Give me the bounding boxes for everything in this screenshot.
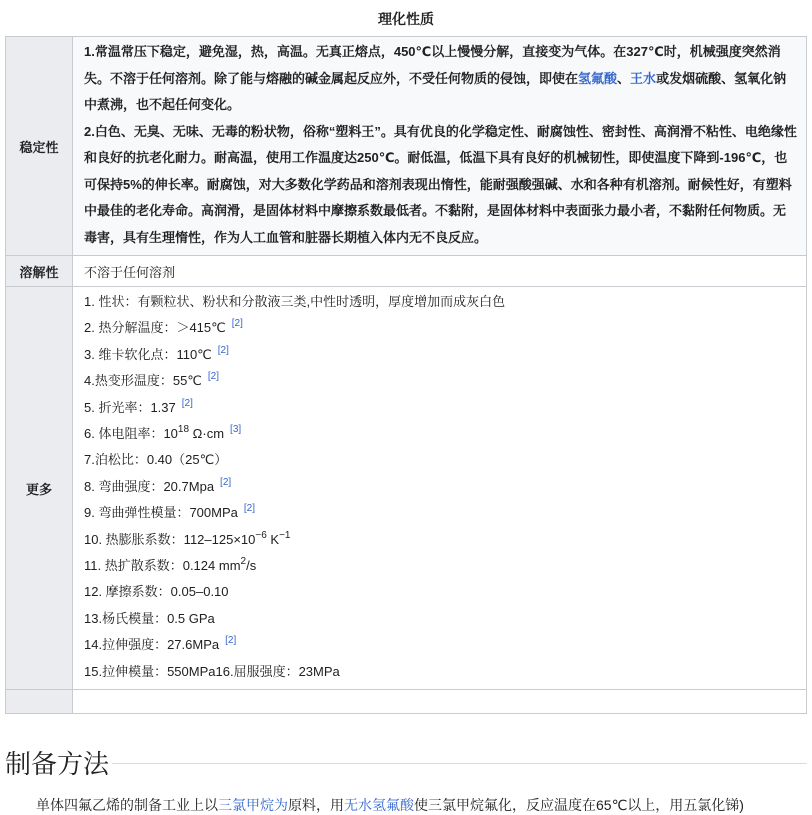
list-item	[84, 447, 806, 473]
item-text: 9. 弯曲弹性模量：700MPa	[84, 505, 238, 521]
item-text: /s	[246, 558, 257, 574]
row-key: 稳定性	[6, 37, 73, 256]
list-item	[84, 553, 806, 579]
list-item	[84, 632, 806, 658]
row-key: 更多	[6, 287, 73, 690]
superscript: −6	[255, 529, 267, 541]
reference-link[interactable]: [2]	[243, 503, 255, 515]
list-item	[84, 368, 806, 394]
table-row-stability	[6, 37, 807, 256]
item-text: 3. 维卡软化点：110℃	[84, 346, 212, 362]
text-span: 单体四氟乙烯的制备工业上以	[36, 797, 218, 813]
section-divider	[112, 763, 807, 764]
table-row-empty	[6, 690, 807, 714]
list-item	[84, 579, 806, 605]
link-anhydrous-hf[interactable]: 无水氢氟酸	[344, 797, 414, 813]
list-item	[84, 421, 806, 447]
list-item	[84, 289, 806, 315]
superscript: −1	[279, 529, 291, 541]
reference-link[interactable]: [3]	[230, 424, 242, 436]
table-row-solubility	[6, 256, 807, 287]
item-text: 1. 性状：有颗粒状、粉状和分散液三类,中性时透明，厚度增加而成灰白色	[84, 294, 506, 309]
row-key: 溶解性	[6, 256, 73, 287]
text-span: 或发烟硫酸、氢氧化钠中煮沸，也不起任何变化。	[84, 70, 787, 112]
row-value	[73, 287, 807, 690]
properties-table	[5, 36, 807, 714]
list-item	[84, 315, 806, 341]
row-key	[6, 690, 73, 714]
item-text: 7.泊松比：0.40（25℃）	[84, 452, 228, 468]
item-text: Ω·cm	[189, 426, 225, 442]
reference-link[interactable]: [2]	[207, 371, 220, 383]
text-span: 使三氯甲烷氟化，反应温度在65℃以上，用五氯化锑)	[414, 797, 744, 813]
list-item	[84, 500, 806, 526]
row-value	[73, 690, 807, 714]
link-aqua-regia[interactable]: 王水	[630, 70, 657, 86]
reference-link[interactable]: [2]	[181, 397, 193, 409]
section-paragraph	[36, 795, 744, 815]
list-item	[84, 659, 806, 685]
link-chloroform[interactable]: 三氯甲烷为	[218, 797, 288, 813]
text-span: 、	[617, 70, 631, 86]
item-text: 11. 热扩散系数：0.124 mm	[84, 558, 241, 574]
row-value	[73, 37, 807, 256]
item-text: 10. 热膨胀系数：112–125×10	[84, 531, 256, 547]
item-text: 6. 体电阻率：10	[84, 426, 178, 442]
table-caption: 理化性质	[378, 11, 434, 27]
item-text: 4.热变形温度：55℃	[84, 373, 202, 389]
list-item	[84, 606, 806, 632]
item-text: 14.拉伸强度：27.6MPa	[84, 637, 220, 653]
row-value: 不溶于任何溶剂	[73, 256, 807, 287]
stability-paragraph-1	[84, 39, 798, 119]
item-text: 8. 弯曲强度：20.7Mpa	[84, 478, 215, 494]
link-hydrofluoric-acid[interactable]: 氢氟酸	[578, 70, 618, 86]
reference-link[interactable]: [2]	[220, 476, 232, 488]
item-text: 13.杨氏模量：0.5 GPa	[84, 610, 215, 626]
list-item	[84, 395, 806, 421]
stability-paragraph-2: 2.白色、无臭、无味、无毒的粉状物，俗称“塑料王”。具有优良的化学稳定性、耐腐蚀性、密封性、高润滑不粘性、电绝缘性和良好的抗老化耐力。耐高温，使用工作温度达250℃。耐低温，低温下具有良好的机械韧性，即使温度下降到-196℃，也可保持5%的伸长率。耐腐蚀，对大多数化学药品和溶剂表现出惰性，能耐强酸强碱、水和各种有机溶剂。耐候性好，有塑料中最佳的老化寿命。高润滑，是固体材料中摩擦系数最低者。不黏附，是固体材料中表面张力最小者，不黏附任何物质。无毒害，具有生理惰性，作为人工血管和脏器长期植入体内无不良反应。	[84, 123, 797, 245]
section-heading: 制备方法	[5, 749, 110, 779]
item-text: 12. 摩擦系数：0.05–0.10	[84, 584, 229, 600]
reference-link[interactable]: [2]	[217, 344, 229, 356]
text-span: 1.常温常压下稳定，避免湿，热，高温。无真正熔点，450℃以上慢慢分解，直接变为气体。在327℃时，机械强度突然消失。不溶于任何溶剂。除了能与熔融的碱金属起反应外，不受任何物质的侵蚀，即使在	[84, 44, 781, 86]
item-text: 2. 热分解温度：＞415℃	[84, 320, 226, 336]
superscript: 18	[177, 424, 190, 436]
list-item	[84, 342, 806, 368]
list-item	[84, 527, 806, 553]
text-span: 原料，用	[288, 797, 344, 813]
table-row-more	[6, 287, 807, 690]
reference-link[interactable]: [2]	[231, 318, 243, 330]
item-text: 15.拉伸模量：550MPa16.屈服强度：23MPa	[84, 663, 340, 679]
superscript: 2	[240, 556, 247, 568]
reference-link[interactable]: [2]	[225, 635, 237, 647]
list-item	[84, 474, 806, 500]
item-text: K	[266, 531, 280, 547]
item-text: 5. 折光率：1.37	[84, 399, 176, 415]
